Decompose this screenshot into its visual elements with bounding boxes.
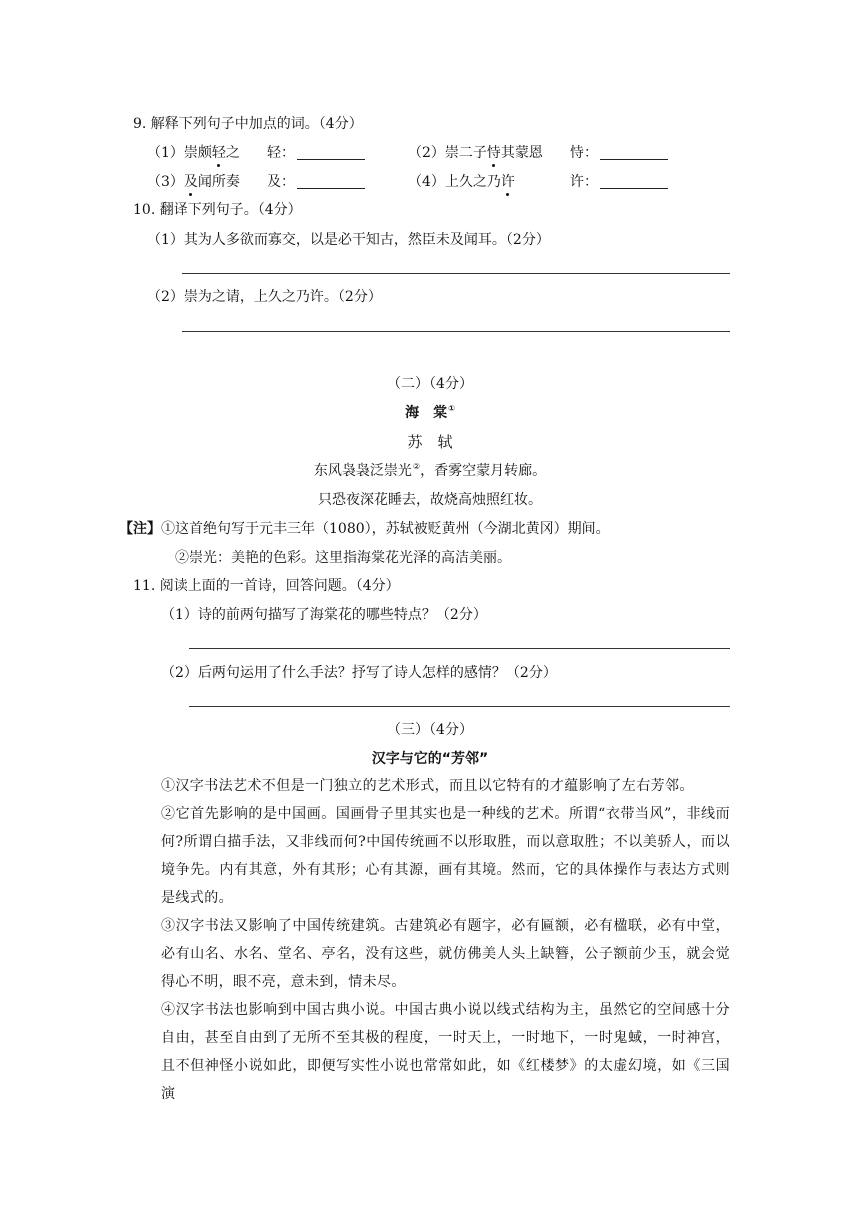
- q9-title: 9. 解释下列句子中加点的词。（4分）: [133, 116, 363, 132]
- paragraph-3: ③汉字书法又影响了中国传统建筑。古建筑必有题字，必有匾额，必有楹联，必有中堂，必有山名、水名、堂名、亭名，没有这些，就仿佛美人头上缺簪，公子额前少玉，就会觉得心不明，眼不亮，意未到，情未尽。: [161, 918, 730, 990]
- q10-sentence-1: （1）其为人多欲而寡交，以是必干知古，然臣未及闻耳。（2分）: [147, 232, 550, 248]
- q9-item-4-answer: 许：: [570, 171, 668, 191]
- q9-item-1-answer: 轻：: [267, 142, 365, 162]
- footnote-mark: ②: [412, 462, 421, 471]
- q9-item-2: （2）崇二子恃其蒙恩: [408, 142, 543, 162]
- paragraph-4: ④汉字书法也影响到中国古典小说。中国古典小说以线式结构为主，虽然它的空间感十分自由，甚至自由到了无所不至其极的程度，一时天上，一时地下，一时鬼蜮，一时神宫，且不但神怪小说如此，即便写实性小说也常常如此，如《红楼梦》的太虚幻境，如《三国演: [161, 1002, 730, 1102]
- dotted-char: 轻: [212, 142, 226, 162]
- q9-item-4: （4）上久之乃许: [408, 171, 515, 191]
- answer-blank[interactable]: [600, 145, 668, 160]
- q10-title: 10. 翻译下列句子。（4分）: [133, 202, 302, 218]
- poem-note-2: ②崇光：美艳的色彩。这里指海棠花光泽的高洁美丽。: [175, 550, 511, 566]
- answer-blank[interactable]: [600, 174, 668, 189]
- dotted-char: 恃: [487, 142, 501, 162]
- answer-line[interactable]: [182, 331, 730, 332]
- poem-note-1: 【注】①这首绝句写于元丰三年（1080），苏轼被贬黄州（今湖北黄冈）期间。: [119, 521, 610, 537]
- q9-item-3-answer: 及：: [267, 171, 365, 191]
- poem-line-1: 东风袅袅泛崇光②，香雾空蒙月转廊。: [313, 462, 547, 479]
- q11-title: 11. 阅读上面的一首诗，回答问题。（4分）: [133, 578, 400, 594]
- answer-line[interactable]: [189, 648, 730, 649]
- paragraph-2: ②它首先影响的是中国画。国画骨子里其实也是一种线的艺术。所谓“衣带当风”，非线而何?所谓白描手法，又非线而何?中国传统画不以形取胜，而以意取胜；不以美骄人，而以境争先。内有其意，外有其形；心有其源，画有其境。然而，它的具体操作与表达方式则是线式的。: [161, 806, 730, 906]
- article-title: 汉字与它的“芳邻”: [371, 751, 489, 767]
- paragraph-1: ①汉字书法艺术不但是一门独立的艺术形式，而且以它特有的才蕴影响了左右芳邻。: [161, 778, 694, 794]
- note-label: 【注】: [119, 521, 161, 537]
- footnote-mark: ①: [448, 404, 455, 413]
- dotted-char: 许: [501, 171, 515, 191]
- q11-question-2: （2）后两句运用了什么手法？抒写了诗人怎样的感情？（2分）: [161, 665, 557, 681]
- answer-line[interactable]: [189, 706, 730, 707]
- section-3-header: （三）（4分）: [387, 722, 473, 738]
- answer-line[interactable]: [182, 273, 730, 274]
- q10-sentence-2: （2）崇为之请，上久之乃许。（2分）: [147, 289, 382, 305]
- q9-item-1: （1）崇颇轻之: [147, 142, 240, 162]
- answer-blank[interactable]: [297, 145, 365, 160]
- article-body: [133, 772, 730, 1108]
- dotted-char: 及: [184, 171, 198, 191]
- poem-author: 苏 轼: [407, 433, 453, 451]
- q11-question-1: （1）诗的前两句描写了海棠花的哪些特点？（2分）: [161, 607, 487, 623]
- section-2-header: （二）（4分）: [387, 376, 473, 392]
- poem-title: 海 棠①: [405, 404, 455, 421]
- answer-blank[interactable]: [297, 174, 365, 189]
- q9-item-2-answer: 恃：: [570, 142, 668, 162]
- q9-item-3: （3）及闻所奏: [147, 171, 240, 191]
- poem-line-2: 只恐夜深花睡去，故烧高烛照红妆。: [318, 492, 542, 508]
